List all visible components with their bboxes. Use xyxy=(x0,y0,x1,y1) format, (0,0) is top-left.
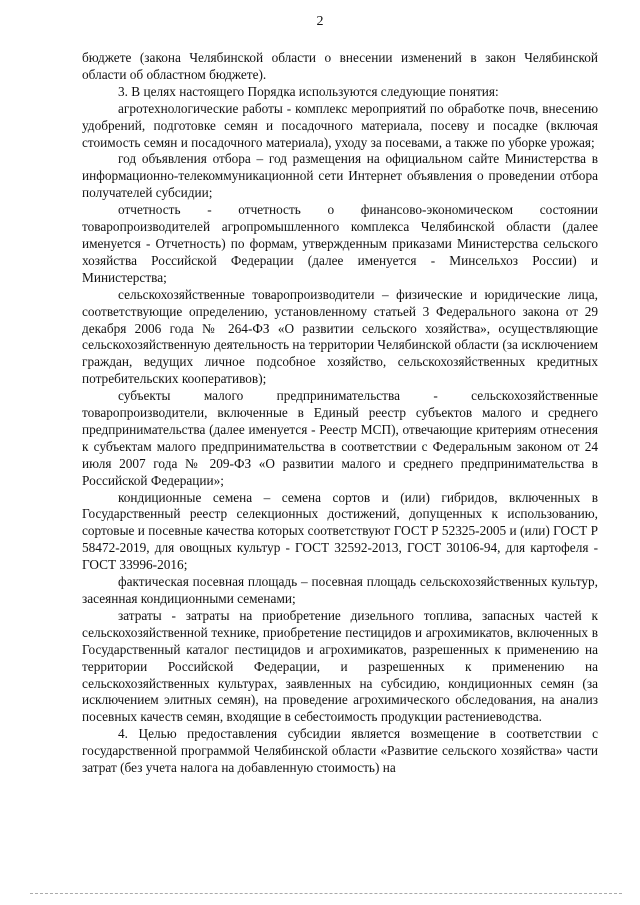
paragraph-selection-year: год объявления отбора – год размещения на официальном сайте Министерства в информационно-телекоммуникационной сети Интернет объявления о проведении отбора получателей субсидии; xyxy=(82,151,598,201)
paragraph-section-4-purpose: 4. Целью предоставления субсидии является возмещение в соответствии с государственной программой Челябинской области «Развитие сельского хозяйства» части затрат (без учета налога на добавленную стоимость) на xyxy=(82,726,598,776)
paragraph-section-3-intro: 3. В целях настоящего Порядка используются следующие понятия: xyxy=(118,83,499,99)
paragraph-budget-continuation: бюджете (закона Челябинской области о внесении изменений в закон Челябинской области об областном бюджете). xyxy=(82,50,598,82)
paragraph-agri-producers: сельскохозяйственные товаропроизводители – физические и юридические лица, соответствующие определению, установленному статьей 3 Федерального закона от 29 декабря 2006 года № 264-ФЗ «О развитии сельского хозяйства», осуществляющие сельскохозяйственную деятельность на территории Челябинской области (за исключением граждан, ведущих личное подсобное хозяйство, сельскохозяйственных кредитных потребительских кооперативов); xyxy=(82,286,598,387)
paragraph-agrotech-works: агротехнологические работы - комплекс мероприятий по обработке почв, внесению удобрений, подготовке семян и посадочного материала, посеву и посадке (включая стоимость семян и посадочного материала), уходу за посевами, а также по уборке урожая; xyxy=(82,100,598,150)
footer-divider xyxy=(30,893,622,894)
paragraph-small-business: субъекты малого предпринимательства - сельскохозяйственные товаропроизводители, включенные в Единый реестр субъектов малого и среднего предпринимательства (далее именуется - Реестр МСП), отвечающие критериям отнесения к субъектам малого предпринимательства в соответствии с Федеральным законом от 24 июля 2007 года № 209-ФЗ «О развитии малого и среднего предпринимательства в Российской Федерации»; xyxy=(82,388,598,488)
paragraph-actual-sown-area: фактическая посевная площадь – посевная площадь сельскохозяйственных культур, засеянная кондиционными семенами; xyxy=(82,574,598,606)
paragraph-reporting: отчетность - отчетность о финансово-экономическом состоянии товаропроизводителей агропромышленного комплекса Челябинской области (далее именуется - Отчетность) по формам, утвержденным приказами Министерства сельского хозяйства Российской Федерации (далее именуется - Минсельхоз России) и Министерства; xyxy=(82,202,598,285)
page-number: 2 xyxy=(316,14,324,29)
paragraph-costs: затраты - затраты на приобретение дизельного топлива, запасных частей к сельскохозяйственной технике, приобретение пестицидов и агрохимикатов, включенных в Государственный каталог пестицидов и агрохимикатов, разрешенных к применению на территории Российской Федерации, и разрешенных к применению на сельскохозяйственных культурах, заявленных на субсидию, кондиционных семян (за исключением элитных семян), на проведение агрохимического обследования, на анализ посевных качеств семян, входящие в себестоимость продукции растениеводства. xyxy=(82,607,598,725)
document-body xyxy=(82,50,598,777)
paragraph-conditioned-seeds: кондиционные семена – семена сортов и (или) гибридов, включенных в Государственный реестр селекционных достижений, допущенных к использованию, сортовые и посевные качества которых соответствуют ГОСТ Р 52325-2005 и (или) ГОСТ Р 58472-2019, для овощных культур - ГОСТ 32592-2013, ГОСТ 30106-94, для картофеля - ГОСТ 33996-2016; xyxy=(82,489,598,573)
